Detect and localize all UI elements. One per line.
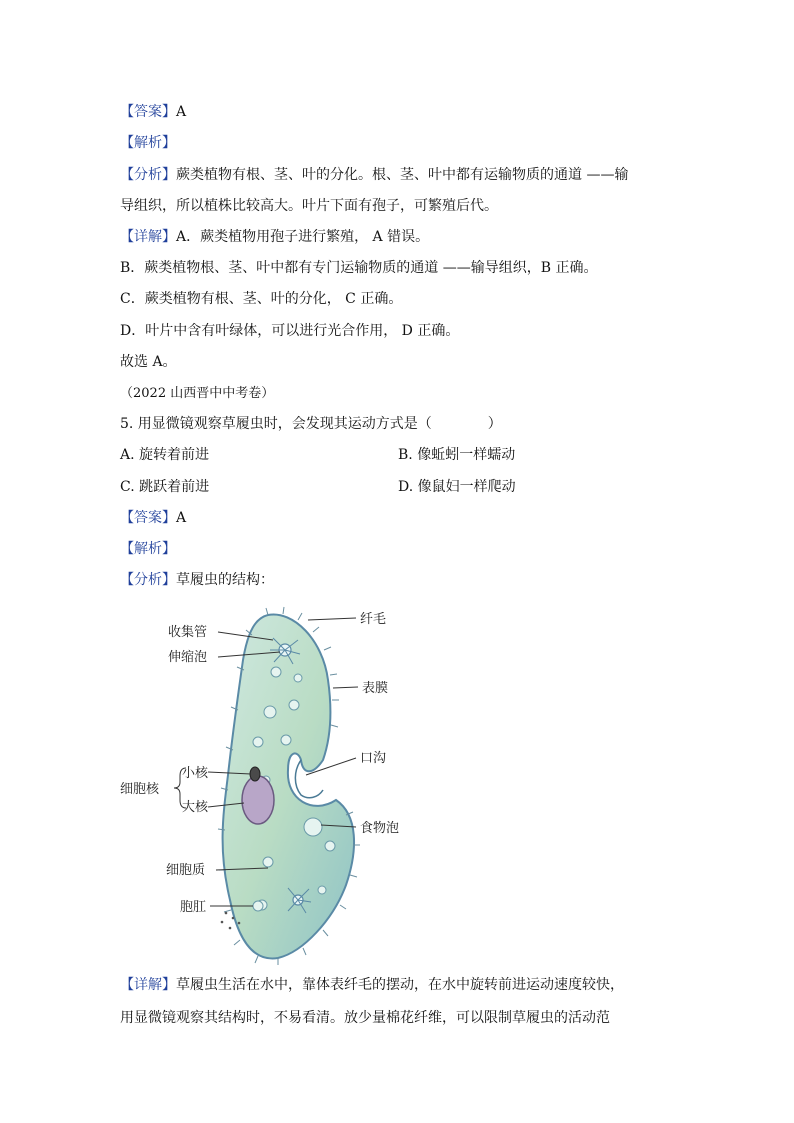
- micronucleus: [250, 767, 260, 781]
- xiangjie-tag: 【详解】: [120, 229, 176, 245]
- analysis-tag: 【解析】: [120, 135, 176, 151]
- answer-line-2: [120, 509, 186, 527]
- option-c-explanation: C．蕨类植物有根、茎、叶的分化， C 正确。: [120, 291, 403, 307]
- answer-value: A: [176, 104, 187, 120]
- anal-pore: [253, 901, 263, 911]
- label-contractile-vacuole: 伸缩泡: [168, 650, 208, 665]
- macronucleus: [242, 776, 274, 824]
- option-d: D. 像鼠妇一样爬动: [398, 479, 516, 495]
- label-cilia: 纤毛: [360, 612, 387, 627]
- paramecium-body: [223, 614, 354, 958]
- fenxi-text: 草履虫的结构：: [176, 572, 274, 588]
- answer-value: A: [176, 510, 187, 526]
- answer-tag: 【答案】: [120, 510, 176, 526]
- xiangjie-line-1: [120, 228, 429, 246]
- xiangjie-text: 草履虫生活在水中，靠体表纤毛的摆动，在水中旋转前进运动速度较快，: [176, 977, 624, 993]
- xiangjie-tag: 【详解】: [120, 977, 176, 993]
- question-source: （2022 山西晋中中考卷）: [120, 386, 275, 401]
- option-a: A. 旋转着前进: [120, 447, 210, 463]
- xiangjie-line-2: [120, 976, 624, 994]
- label-cytoplasm: 细胞质: [166, 863, 206, 878]
- label-pellicle: 表膜: [362, 681, 389, 696]
- option-d-explanation: D．叶片中含有叶绿体，可以进行光合作用， D 正确。: [120, 323, 460, 339]
- analysis-line-1: [120, 134, 176, 152]
- fenxi-text-continued: 导组织，所以植株比较高大。叶片下面有孢子，可繁殖后代。: [120, 198, 498, 214]
- analysis-tag: 【解析】: [120, 541, 176, 557]
- conclusion: 故选 A。: [120, 354, 177, 370]
- paramecium-diagram: [118, 600, 418, 970]
- xiangjie-text: A．蕨类植物用孢子进行繁殖， A 错误。: [176, 229, 430, 245]
- fenxi-text: 蕨类植物有根、茎、叶的分化。根、茎、叶中都有运输物质的通道 ——输: [176, 167, 629, 183]
- fenxi-tag: 【分析】: [120, 167, 176, 183]
- fenxi-line-1: [120, 166, 628, 184]
- option-b-explanation: B．蕨类植物根、茎、叶中都有专门运输物质的通道 ——输导组织，B 正确。: [120, 260, 598, 276]
- label-micronucleus: 小核: [182, 766, 209, 781]
- option-b: B. 像蚯蚓一样蠕动: [398, 447, 516, 463]
- label-collecting-canal: 收集管: [168, 625, 208, 640]
- fenxi-tag: 【分析】: [120, 572, 176, 588]
- question-stem: 5. 用显微镜观察草履虫时，会发现其运动方式是（ ）: [120, 416, 502, 432]
- analysis-line-2: [120, 540, 176, 558]
- xiangjie-text-continued: 用显微镜观察其结构时，不易看清。放少量棉花纤维，可以限制草履虫的活动范: [120, 1010, 610, 1026]
- option-c: C. 跳跃着前进: [120, 479, 210, 495]
- label-nucleus: 细胞核: [120, 782, 160, 797]
- answer-line-1: [120, 103, 186, 121]
- fenxi-line-2: [120, 571, 274, 589]
- label-food-vacuole: 食物泡: [360, 821, 400, 836]
- label-oral-groove: 口沟: [360, 751, 387, 766]
- label-macronucleus: 大核: [182, 800, 209, 815]
- label-anal-pore: 胞肛: [180, 900, 207, 915]
- answer-tag: 【答案】: [120, 104, 176, 120]
